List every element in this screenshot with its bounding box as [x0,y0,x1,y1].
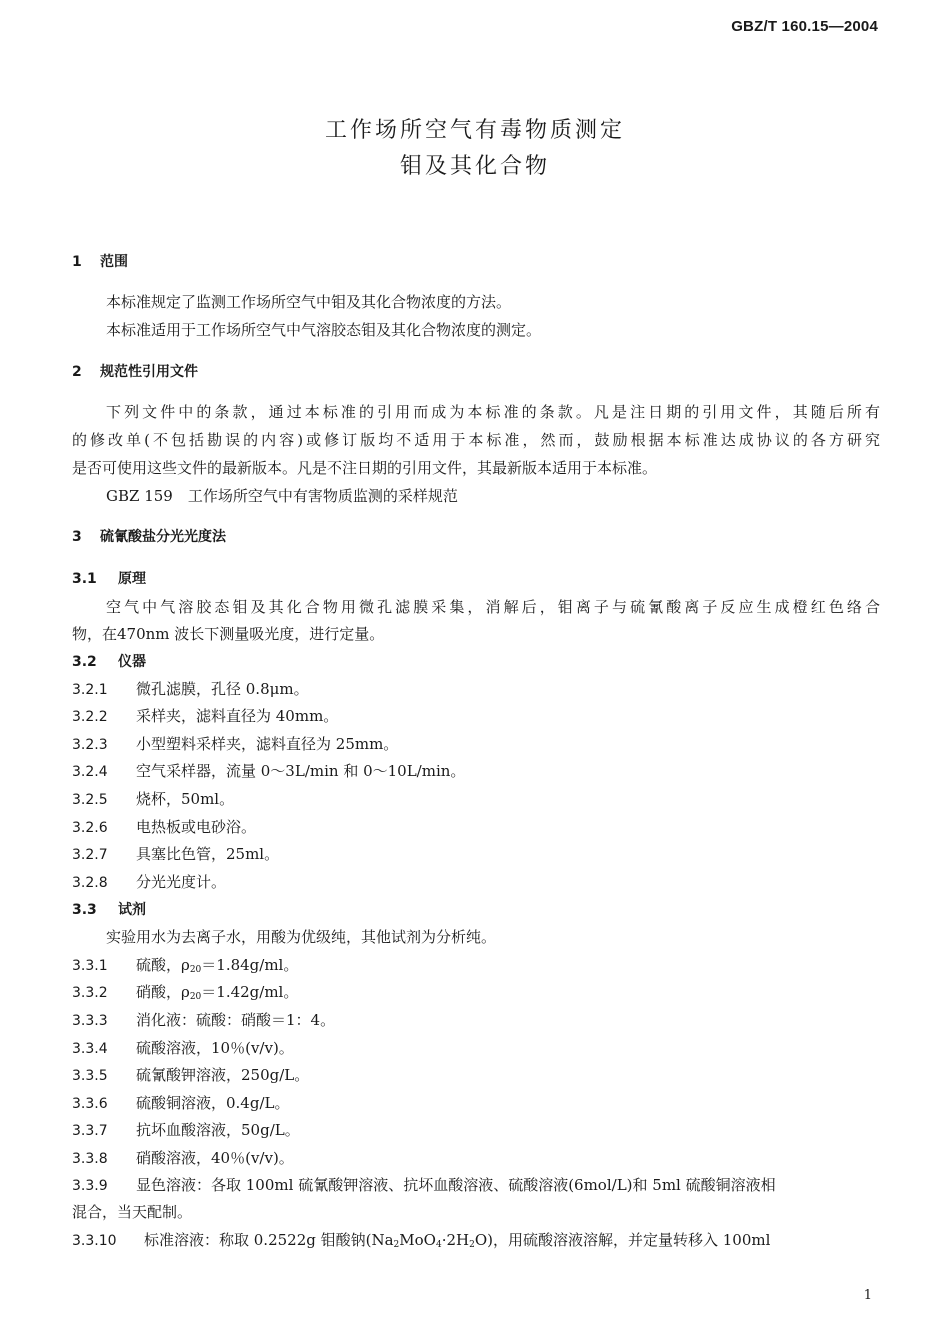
item-number: 3.2.8 [72,875,108,891]
section-number: 3.2 [72,654,97,670]
reference-item: GBZ 159 工作场所空气中有害物质监测的采样规范 [106,487,458,505]
paragraph-line: 下列文件中的条款，通过本标准的引用而成为本标准的条款。凡是注日期的引用文件，其随后所有 [106,403,880,421]
section-number: 3.3 [72,902,97,918]
list-item [72,982,880,1007]
list-item [72,789,880,810]
item-text: 电热板或电砂浴。 [136,818,257,836]
subscript: 20 [189,992,202,1002]
paragraph: 实验用水为去离子水，用酸为优级纯，其他试剂为分析纯。 [106,928,497,946]
item-text: 硫酸溶液，10％(v/v)。 [136,1039,294,1057]
item-number: 3.2.4 [72,764,108,780]
item-number: 3.3.6 [72,1096,108,1112]
subscript: 20 [189,965,202,975]
item-text: 硫酸，ρ [136,956,190,974]
item-number: 3.3.10 [72,1233,117,1249]
item-text: 烧杯，50ml。 [136,790,235,808]
item-number: 3.3.7 [72,1123,108,1139]
section-number: 3.1 [72,571,97,587]
item-number: 3.2.6 [72,820,108,836]
item-number: 3.2.3 [72,737,108,753]
item-number: 3.3.4 [72,1041,108,1057]
item-text: ·2H [441,1231,470,1249]
list-item [72,817,880,838]
section-title: 仪器 [118,654,146,670]
subscript: 2 [393,1240,400,1250]
item-text: MoO [399,1231,436,1249]
list-item [72,1065,880,1086]
section-heading-2 [72,362,880,382]
paragraph: 本标准规定了监测工作场所空气中钼及其化合物浓度的方法。 [106,293,512,311]
section-title: 硫氰酸盐分光光度法 [100,529,226,545]
item-text: 显色溶液：各取 100ml 硫氰酸钾溶液、抗坏血酸溶液、硫酸溶液(6mol/L)和 5ml 硫酸铜溶液相 [136,1176,776,1194]
item-text: 抗坏血酸溶液，50g/L。 [136,1121,300,1139]
subscript: 2 [469,1240,475,1250]
item-text: 消化液：硫酸：硝酸＝1：4。 [136,1011,336,1029]
item-text: 硫酸铜溶液，0.4g/L。 [136,1094,290,1112]
list-item [72,1148,880,1169]
standard-number: GBZ/T 160.15—2004 [731,18,878,35]
list-item [72,955,880,980]
list-item [72,1093,880,1114]
item-text: 采样夹，滤料直径为 40mm。 [136,707,339,725]
item-text: 标准溶液：称取 0.2522g 钼酸钠(Na [144,1231,394,1249]
item-number: 3.2.2 [72,709,108,725]
subsection-heading-3-3 [72,900,880,920]
item-text: 微孔滤膜，孔径 0.8μm。 [136,680,309,698]
list-item [72,1230,880,1255]
section-title: 范围 [100,254,128,270]
paragraph-line: 是否可使用这些文件的最新版本。凡是不注日期的引用文件，其最新版本适用于本标准。 [72,459,658,477]
item-text: 空气采样器，流量 0～3L/min 和 0～10L/min。 [136,762,466,780]
section-title: 试剂 [118,902,146,918]
item-text: 硝酸溶液，40％(v/v)。 [136,1149,294,1167]
item-number: 3.3.5 [72,1068,108,1084]
list-item [72,761,880,782]
list-item-continuation: 混合，当天配制。 [72,1203,193,1221]
item-text: 具塞比色管，25ml。 [136,845,280,863]
section-heading-3 [72,527,880,547]
list-item [72,1175,880,1196]
list-item [72,734,880,755]
item-number: 3.2.1 [72,682,108,698]
paragraph-line: 的修改单(不包括勘误的内容)或修订版均不适用于本标准，然而，鼓励根据本标准达成协议的各方研究 [72,431,880,449]
list-item [72,1010,880,1031]
list-item [72,706,880,727]
subsection-heading-3-1 [72,569,880,589]
item-text: 小型塑料采样夹，滤料直径为 25mm。 [136,735,399,753]
item-number: 3.3.2 [72,985,108,1001]
item-number: 3.3.1 [72,958,108,974]
subscript: 4 [435,1240,442,1250]
list-item [72,679,880,700]
section-number: 1 [72,254,82,270]
page-number: 1 [863,1288,872,1303]
paragraph: 本标准适用于工作场所空气中气溶胶态钼及其化合物浓度的测定。 [106,321,542,339]
item-text: O)，用硫酸溶液溶解，并定量转移入 100ml [474,1231,771,1249]
section-title: 原理 [118,571,146,587]
list-item [72,1038,880,1059]
item-text: ＝1.84g/ml。 [201,956,299,974]
item-number: 3.2.5 [72,792,108,808]
item-text: ＝1.42g/ml。 [201,983,299,1001]
item-number: 3.3.8 [72,1151,108,1167]
item-number: 3.3.3 [72,1013,108,1029]
document-subtitle: 钼及其化合物 [399,154,550,179]
section-title: 规范性引用文件 [100,364,198,380]
section-number: 2 [72,364,82,380]
paragraph-line: 空气中气溶胶态钼及其化合物用微孔滤膜采集，消解后，钼离子与硫氰酸离子反应生成橙红色络合 [106,598,880,616]
item-text: 分光光度计。 [136,873,227,891]
paragraph-line: 物，在470nm 波长下测量吸光度，进行定量。 [72,625,385,643]
subsection-heading-3-2 [72,652,880,672]
list-item [72,844,880,865]
list-item [72,1120,880,1141]
list-item [72,872,880,893]
item-text: 硫氰酸钾溶液，250g/L。 [136,1066,310,1084]
section-heading-1 [72,252,880,272]
item-number: 3.2.7 [72,847,108,863]
item-number: 3.3.9 [72,1178,108,1194]
section-number: 3 [72,529,82,545]
item-text: 硝酸，ρ [136,983,190,1001]
document-title: 工作场所空气有毒物质测定 [324,118,625,143]
